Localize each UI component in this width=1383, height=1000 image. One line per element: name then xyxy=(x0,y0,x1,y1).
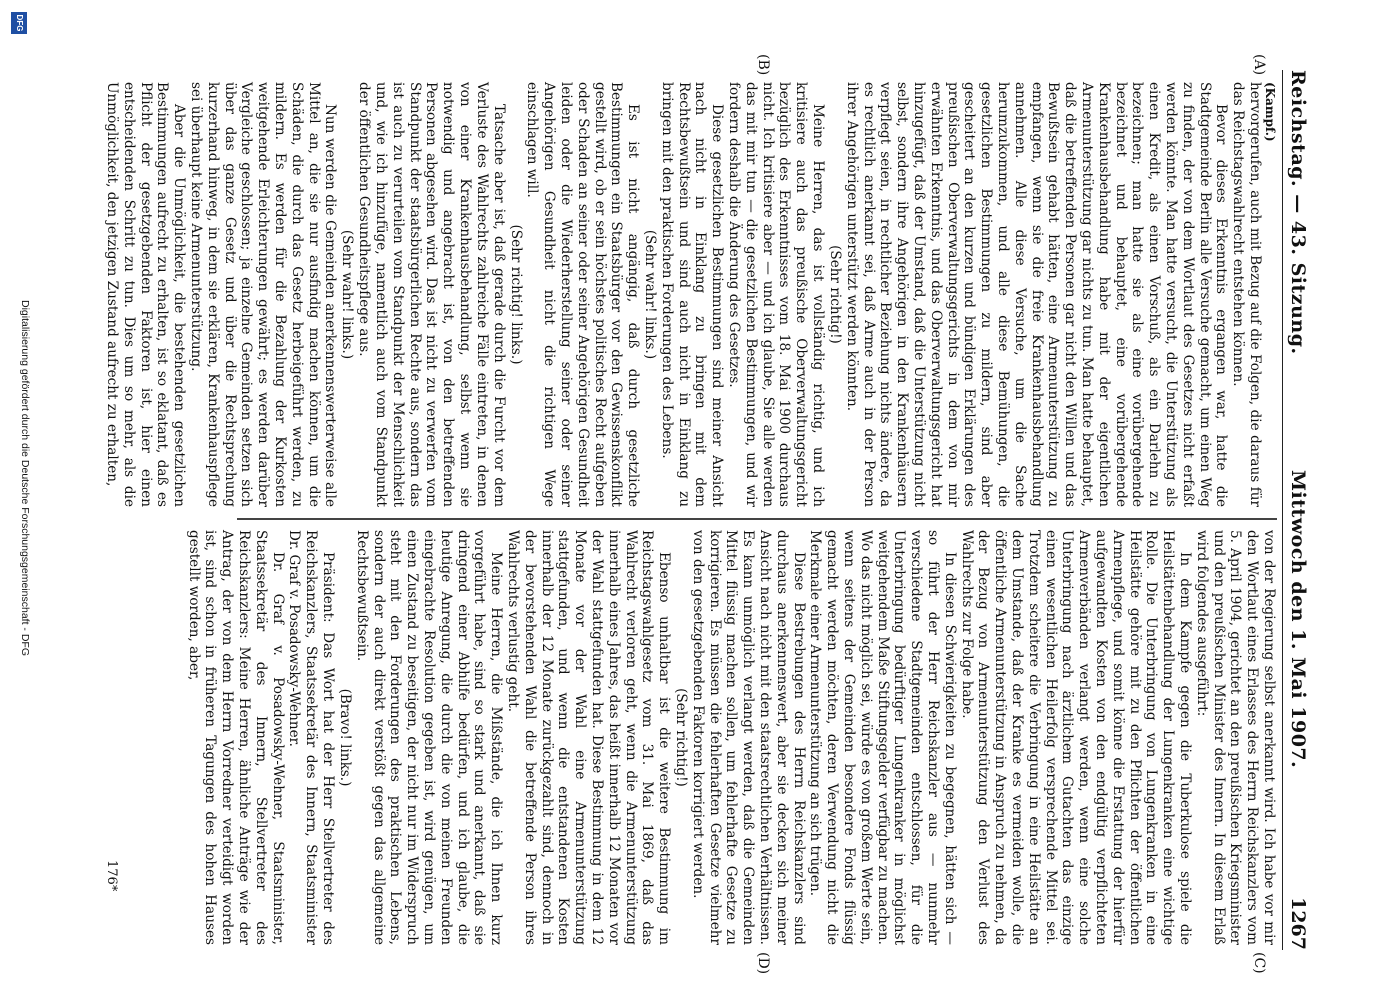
speaker-paragraph: Präsident: Das Wort hat der Herr Stellvertreter des Reichskanzlers, Staatssekretär des Innern, Staatsminister Dr. Graf v. Posadowsky-Wehner. xyxy=(286,530,336,945)
quoted-paragraph: In dem Kampfe gegen die Tuberkulose spiele die Heilstättenbehandlung der Lungenkranken eine wichtige Rolle. Die Unterbringung von Lungenkranken in eine Heilstätte gehöre mit zu den Pflichten der öffentlichen Armenpflege, und somit könne die Erstattung der hierfür aufgewandten Kosten von den endgültig verpflichteten Armenverbänden verlangt werden, wenn eine solche Unterbringung nach ärztlichem Gutachten das einzige einen wesentlichen Heilerfolg versprechende Mittel sei. Trotzdem scheitere die Verbringung in eine Heilstätte an dem Umstande, daß der Kranke es vermeiden wolle, die öffentliche Armenunterstützung in Anspruch zu nehmen, da der Bezug von Armenunterstützung den Verlust des Wahlrechts zur Folge habe. xyxy=(958,530,1194,945)
paragraph: Nun werden die Gemeinden anerkennenswerterweise alle Mittel an, die sie nur ausfindig machen können, um die Schäden, die durch das Gesetz herbeigeführt werden, zu mildern. Es werden für die Bezahlung der Kurkosten weitgehende Erleichterungen gewährt; es werden darüber Vergleiche geschlossen; ja einzelne Gemeinden setzen sich über das ganze Gesetz und über die Rechtsprechung kurzerhand hinweg, in dem sie erklären, Krankenhauspflege sei überhaupt keine Armenunterstützung. xyxy=(187,82,339,507)
margin-marker-d: (D) xyxy=(755,952,771,975)
paragraph: von der Regierung selbst anerkannt wird. Ich habe vor mir den Wortlaut eines Erlasses des Herrn Reichskanzlers vom 5. April 1904, gerichtet an den preußischen Kriegsminister und den preußischen Minister des Innern. In diesem Erlaß wird folgendes ausgeführt: xyxy=(1193,530,1277,945)
paragraph: Meine Herren, das ist vollständig richtig, und ich kritisiere auch das preußische Oberverwaltungsgericht bezüglich des Erkenntnisses vom 18. Mai 1900 durchaus nicht. Ich kritisiere aber — und ich glaube, Sie alle werden das mit mir tun — die gesetzlichen Bestimmungen, und wir fordern deshalb die Änderung des Gesetzes. xyxy=(726,82,827,507)
interjection: (Sehr wahr! links.) xyxy=(642,229,659,360)
page-header xyxy=(1282,70,1311,950)
paragraph: Diese Bestrebungen des Herrn Reichskanzlers sind durchaus anerkennenswert, aber sie decken sich meiner Ansicht nach nicht mit den staatsrechtlichen Verhältnissen. Es kann unmöglich verlangt werden, daß die Gemeinden Mittel flüssig machen sollen, um fehlerhafte Gesetze zu korrigieren. Es müssen die fehlerhaften Gesetze vielmehr von den gesetzgebenden Faktoren korrigiert werden. xyxy=(689,530,807,945)
paragraph: Diese gesetzlichen Bestimmungen sind meiner Ansicht nach nicht in Einklang zu bringen mit dem Rechtsbewußtsein und sind auch nicht in Einklang zu bringen mit den praktischen Forderungen des Lebens. xyxy=(658,82,726,507)
column-divider xyxy=(237,518,1277,520)
speaker-paragraph: Dr. Graf v. Posadowsky-Wehner, Staatsminister, Staatssekretär des Innern, Stellvertreter des Reichskanzlers: Meine Herren, ähnliche Anträge wie der Antrag, der von dem Herrn Vorredner verteidigt worden ist, sind schon in früheren Tagungen des hohen Hauses gestellt worden, aber, xyxy=(185,530,286,945)
quoted-paragraph: In diesen Schwierigkeiten zu begegnen, hätten sich — so führt der Herr Reichskanzler aus — nunmehr verschiedene Stadtgemeinden entschlossen, für die Unterbringung bedürftiger Lungenkranker in möglichst weitgehendem Maße Stiftungsgelder verfügbar zu machen. Wo das nicht möglich sei, würde es von großem Werte sein, wenn seitens der Gemeinden besondere Fonds flüssig gemacht werden möchten, deren Verwendung nicht die Merkmale einer Armenunterstützung an sich trügen. xyxy=(807,530,958,945)
header-session-title: Reichstag. — 43. Sitzung. xyxy=(1287,70,1309,355)
paragraph: hervorgerufen, auch mit Bezug auf die Folgen, die daraus für das Reichstagswahlrecht entstehen können. xyxy=(1230,82,1263,507)
section-tag: (Kampf.) xyxy=(1263,82,1277,142)
interjection: (Bravo! links.) xyxy=(336,688,353,787)
paragraph: Bevor dieses Erkenntnis ergangen war, hatte die Stadtgemeinde Berlin alle Versuche gemacht, um einen Weg zu finden, der von dem Wortlaut des Gesetzes nicht erfaßt werden könnte. Man hatte versucht, die Unterstützung als einen Kredit, als einen Vorschuß, als ein Darlehn zu bezeichnen; man hatte sie als eine vorübergehende bezeichnet und behauptet, eine vorübergehende Krankenhausbehandlung habe mit der eigentlichen Armenunterstützung gar nichts zu tun. Man hatte behauptet, daß die betreffenden Personen gar nicht den Willen und das Bewußtsein gehabt hätten, eine Armenunterstützung zu empfangen, wenn sie die freie Krankenhausbehandlung annehmen. Alle diese Versuche, um die Sache herumzukommen, und alle diese Bemühungen, die gesetzlichen Bestimmungen zu mildern, sind aber gescheitert an den kurzen und bündigen Erklärungen des preußischen Oberverwaltungsgerichts in dem von mir erwähnten Erkenntnis, und das Oberverwaltungsgericht hat hinzugefügt, daß der Umstand, daß die Unterstützung nicht selbst, sondern ihre Angehörigen in den Krankenhäusern verpflegt seien, in rechtlicher Beziehung nichts ändere, da es rechtlich anerkannt sei, daß Arme auch in der Person ihrer Angehörigen unterstützt werden könnten. xyxy=(843,82,1230,507)
page-number: 1267 xyxy=(1287,897,1309,950)
digitization-note: Digitalisierung gefördert durch die Deutsche Forschungsgemeinschaft - DFG xyxy=(19,300,31,657)
interjection: (Sehr richtig!) xyxy=(673,688,690,787)
interjection: (Sehr richtig! links.) xyxy=(507,224,524,365)
dfg-logo: DFG xyxy=(11,12,27,34)
margin-marker-b: (B) xyxy=(755,54,771,76)
interjection: (Sehr wahr! links.) xyxy=(339,229,356,360)
margin-marker-c: (C) xyxy=(1251,952,1267,974)
margin-marker-a: (A) xyxy=(1251,54,1267,76)
paragraph: Tatsache aber ist, daß gerade durch die Furcht vor dem Verluste des Wahlrechts zahlreiche Fälle eintreten, in denen von einer Krankenhausbehandlung, selbst wenn sie notwendig und angebracht ist, von den betreffenden Personen abgesehen wird. Das ist nicht zu verwerfen vom Standpunkt der staatsbürgerlichen Rechte aus, sondern das ist auch zu verurteilen vom Standpunkt der Menschlichkeit und, wie ich hinzufüge, namentlich auch vom Standpunkt der öffentlichen Gesundheitspflege aus. xyxy=(356,82,507,507)
paragraph: Es ist nicht angängig, daß durch gesetzliche Bestimmungen ein Staatsbürger vor den Gewissenskonflikt gestellt wird, ob er sein höchstes politisches Recht aufgeben oder Schaden an seiner oder seiner Angehörigen Gesundheit leiden oder die Wiederherstellung seiner oder seiner Angehörigen Gesundheit nicht die richtigen Wege einschlagen will. xyxy=(524,82,642,507)
right-text-column xyxy=(185,530,1277,945)
paragraph: Ebenso unhaltbar ist die weitere Bestimmung im Reichstagswahlgesetz vom 31. Mai 1869, daß das Wahlrecht verloren geht, wenn die Armenunterstützung innerhalb eines Jahres, das heißt innerhalb 12 Monaten vor der Wahl stattgefunden hat. Diese Bestimmung in dem 12 Monate vor der Wahl eine Armenunterstützung stattgefunden, und wenn die entstandenen Kosten innerhalb der 12 Monate zurückgezahlt sind, dennoch in der bevorstehenden Wahl die betreffende Person ihres Wahlrechts verlustig geht. xyxy=(504,530,673,945)
left-text-column xyxy=(104,82,1277,507)
interjection: (Sehr richtig!) xyxy=(827,245,844,344)
sheet-signature: 176* xyxy=(104,860,119,892)
header-date: Mittwoch den 1. Mai 1907. xyxy=(1287,470,1309,769)
paragraph: Aber die Unmöglichkeit, die bestehenden gesetzlichen Bestimmungen aufrecht zu erhalten, ist so eklatant, daß es Pflicht der gesetzgebenden Faktoren ist, hier einen entscheidenden Schritt zu tun. Dies um so mehr, als die Unmöglichkeit, den jetzigen Zustand aufrecht zu erhalten, xyxy=(104,82,188,507)
paragraph: Meine Herren, die Mißstände, die ich Ihnen kurz vorgeführt habe, sind so stark und anerkannt, daß sie dringend einer Abhilfe bedürfen, und ich glaube, die heutige Anregung, die durch die von meinen Freunden eingebrachte Resolution gegeben ist, wird genügen, um einen Zustand zu beseitigen, der nicht nur im Widerspruch steht mit den Forderungen des praktischen Lebens, sondern der auch direkt verstößt gegen das allgemeine Rechtsbewußtsein. xyxy=(353,530,505,945)
